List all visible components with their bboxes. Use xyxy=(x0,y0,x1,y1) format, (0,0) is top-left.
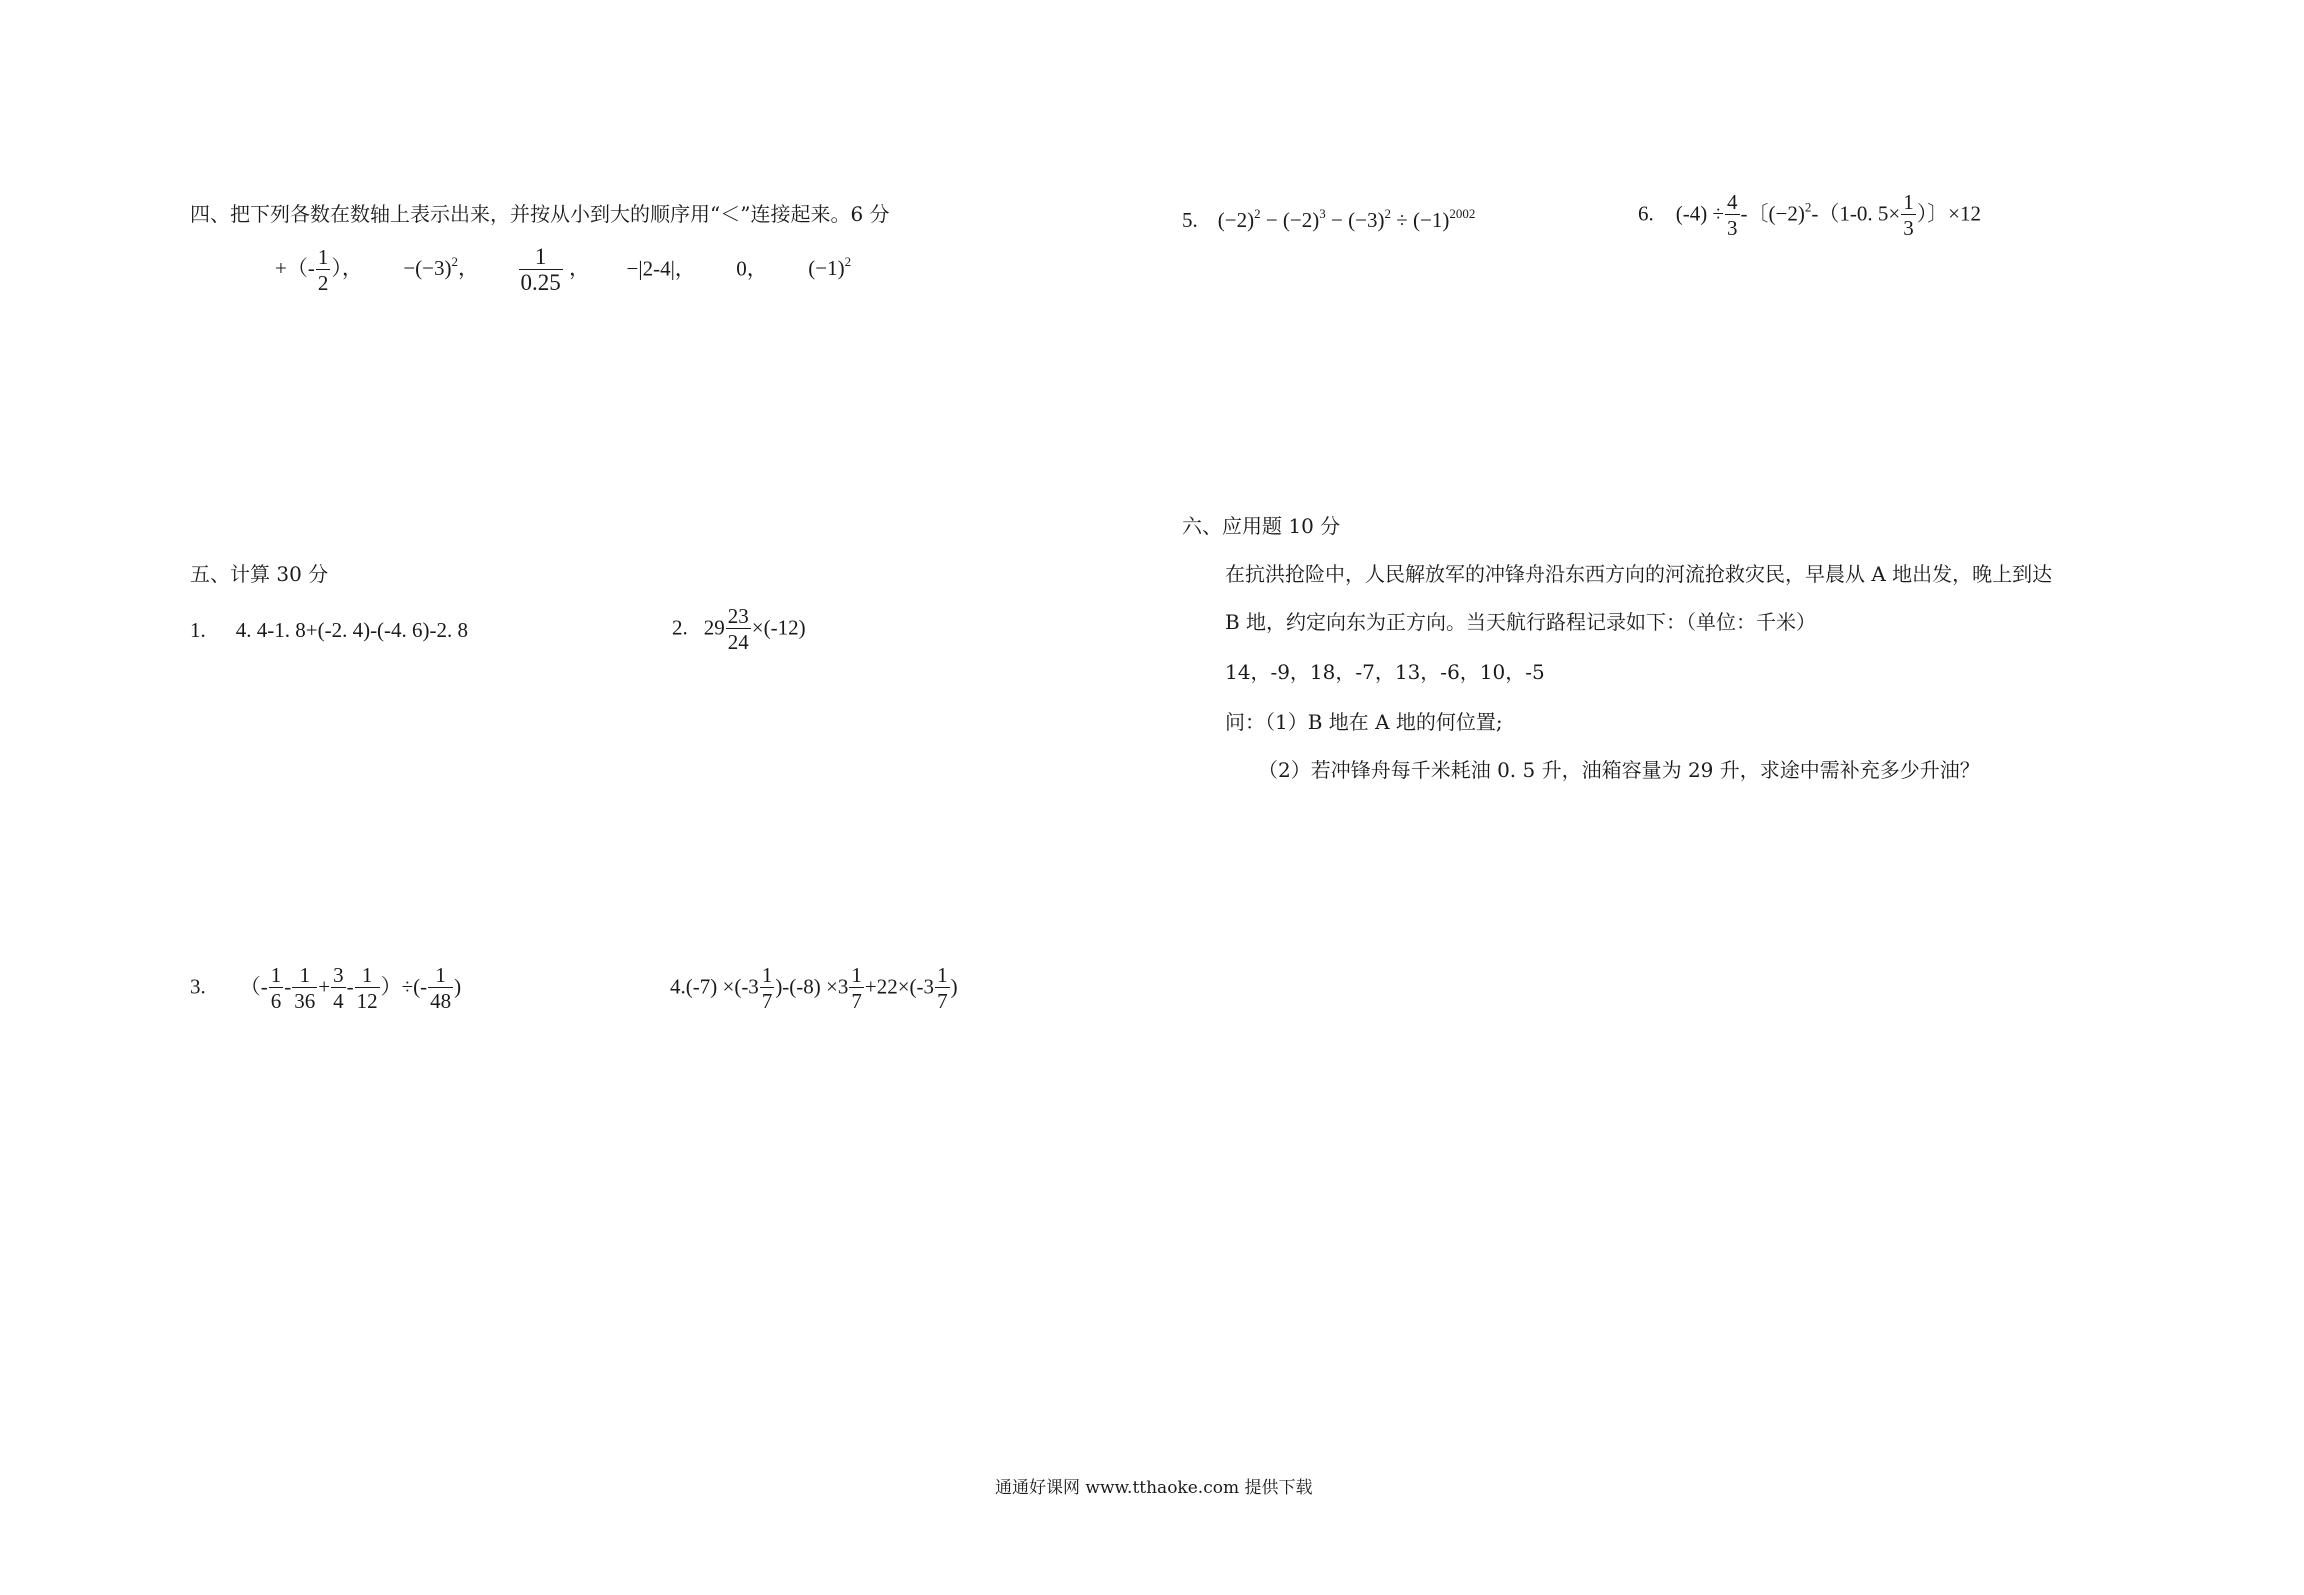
num-a: +（- $\frac{1}{2}$ ）， xyxy=(275,245,363,295)
fraction: $\frac{1}{0.25}$ xyxy=(520,244,561,295)
num-f: $(-1)^2$ xyxy=(808,254,852,281)
fraction: $\frac{3}{4}$ xyxy=(333,963,344,1013)
num-e: 0， xyxy=(736,256,768,281)
section-4-title: 四、把下列各数在数轴上表示出来，并按从小到大的顺序用“＜”连接起来。6 分 xyxy=(190,202,890,226)
word-problem-question-1: 问：（1）B 地在 A 地的何位置; xyxy=(1225,710,1503,734)
problem-5: 5. $(-2)^2 - (-2)^3 - (-3)^2 \div (-1)^{2002}$ xyxy=(1182,206,1476,232)
fraction: $\frac{1}{3}$ xyxy=(1903,190,1914,240)
fraction: $\frac{1}{12}$ xyxy=(356,963,378,1013)
problem-1: 1. 4. 4-1. 8+(-2. 4)-(-4. 6)-2. 8 xyxy=(190,618,469,642)
word-problem-line-1: 在抗洪抢险中，人民解放军的冲锋舟沿东西方向的河流抢救灾民，早晨从 A 地出发，晚上到达 xyxy=(1225,562,2053,586)
fraction: $\frac{1}{7}$ xyxy=(761,963,773,1013)
num-b: $-(-3)^2$， xyxy=(403,254,480,281)
problem-2: 2. 29 $\frac{23}{24}$ ×(-12) xyxy=(672,604,806,654)
fraction: $\frac{1}{6}$ xyxy=(270,963,282,1013)
fraction: $\frac{1}{7}$ xyxy=(937,963,948,1013)
word-problem-line-2: B 地，约定向东为正方向。当天航行路程记录如下：（单位：千米） xyxy=(1225,610,1817,634)
section-4-numbers xyxy=(275,245,851,296)
problem-3: 3. （- $\frac{1}{6}$ - $\frac{1}{36}$ + $\frac{3}{4}$ - $\frac{1}{12}$ ）÷(- $\frac{1}{48}$ ) xyxy=(190,963,462,1013)
word-problem-data: 14，-9，18，-7，13，-6，10，-5 xyxy=(1225,660,1545,684)
fraction: $\frac{23}{24}$ xyxy=(727,604,749,654)
page-footer: 通通好课网 www.tthaoke.com 提供下载 xyxy=(995,1478,1313,1498)
problem-4: 4.(-7) ×(-3 $\frac{1}{7}$ )-(-8) ×3 $\frac{1}{7}$ +22×(-3 $\frac{1}{7}$ ) xyxy=(670,963,958,1013)
num-c: $\frac{1}{0.25}$ ， xyxy=(520,244,591,295)
section-5-title: 五、计算 30 分 xyxy=(190,562,329,586)
fraction: $\frac{1}{48}$ xyxy=(430,963,452,1013)
fraction: $\frac{1}{36}$ xyxy=(294,963,316,1013)
word-problem-question-2: （2）若冲锋舟每千米耗油 0. 5 升，油箱容量为 29 升，求途中需补充多少升油？ xyxy=(1258,758,1980,782)
num-d: −|2-4|， xyxy=(626,256,696,281)
fraction: $\frac{4}{3}$ xyxy=(1727,190,1738,240)
fraction: $\frac{1}{2}$ xyxy=(317,245,329,295)
problem-6: 6. (-4) ÷ $\frac{4}{3}$ -〔$(-2)^2-(1-0$. 5× $\frac{1}{3}$ ）〕×12 xyxy=(1638,190,1982,240)
section-6-title: 六、应用题 10 分 xyxy=(1182,514,1341,538)
fraction: $\frac{1}{7}$ xyxy=(851,963,862,1013)
